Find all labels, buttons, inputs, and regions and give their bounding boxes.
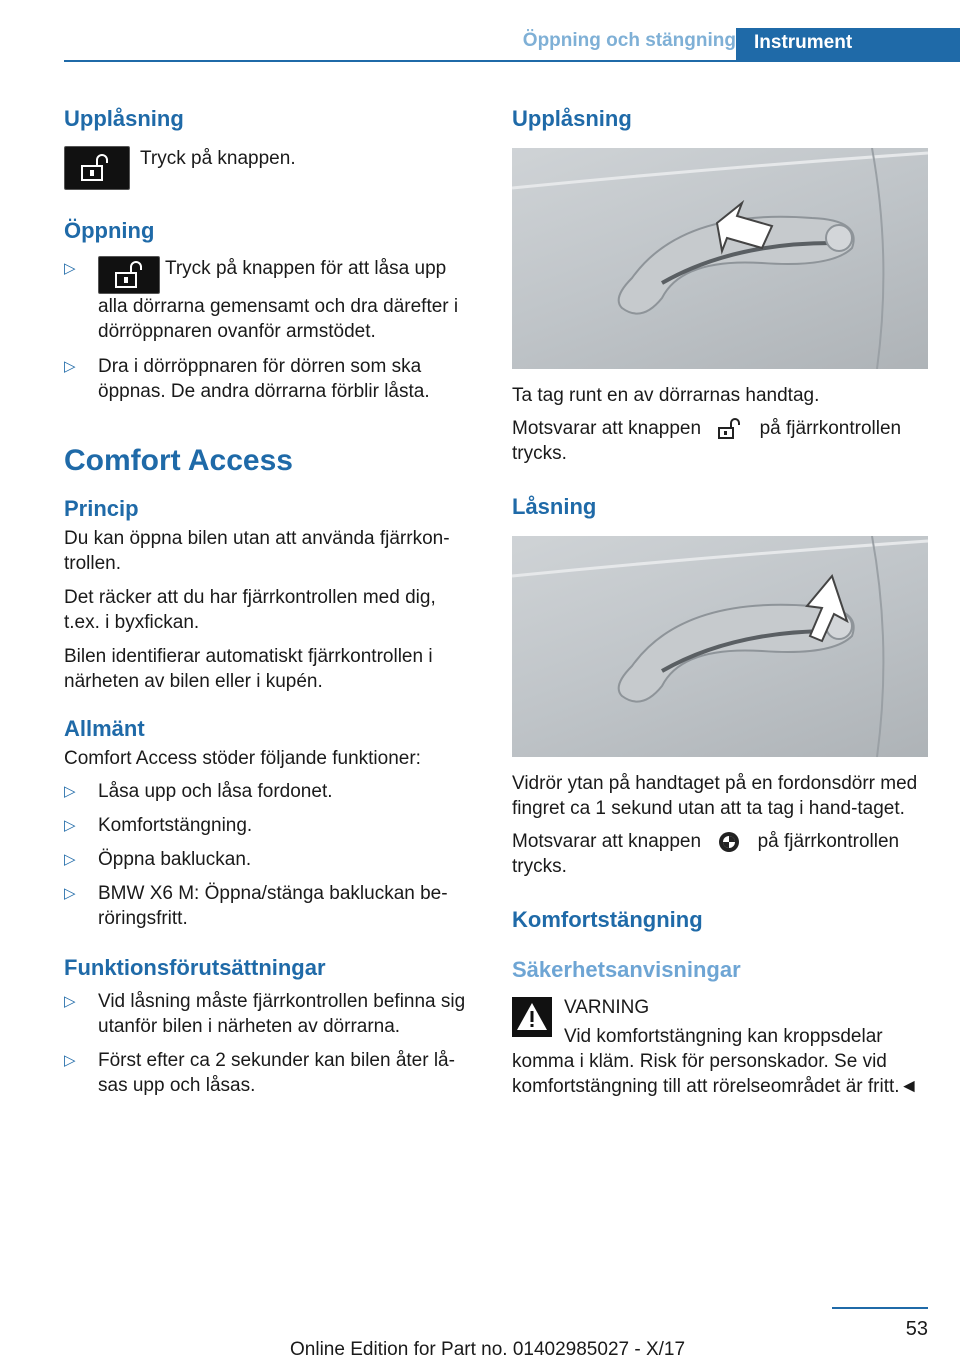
general-list	[64, 779, 476, 931]
page-header	[64, 28, 960, 62]
list-item	[64, 354, 476, 404]
warning-label: VARNING	[564, 997, 650, 1018]
open-item-2: Dra i dörröppnaren för dörren som ska öppnas. De andra dörrarna förblir låsta.	[98, 356, 430, 402]
warning-triangle-icon	[512, 997, 552, 1037]
unlock-equivalent	[512, 416, 928, 466]
general-item-4: BMW X6 M: Öppna/stänga bakluckan be-röringsfritt.	[98, 883, 448, 929]
footer-rule	[832, 1307, 928, 1309]
list-item	[64, 813, 476, 838]
lock-equiv-text-a: Motsvarar att knappen	[512, 831, 702, 852]
prereq-item-2: Först efter ca 2 sekunder kan bilen åter lå-sas upp och låsas.	[98, 1050, 455, 1096]
comfort-access-title: Comfort Access	[64, 444, 293, 477]
prereq-heading: Funktionsförutsättningar	[64, 955, 326, 980]
principle-heading: Princip	[64, 496, 139, 521]
principle-para-3: Bilen identifierar automatiskt fjärrkontrollen i närheten av bilen eller i kupén.	[64, 646, 433, 692]
list-item	[64, 989, 476, 1039]
door-handle-lock-photo	[512, 536, 928, 757]
right-column	[512, 100, 928, 1099]
warning-text-body: Vid komfortstängning kan kroppsdelar komma i kläm. Risk för personskador. Se vid komfortstängning till att rörelseområdet är fritt.◄	[512, 1026, 919, 1097]
section-tab[interactable]: Öppning och stängning	[522, 30, 736, 51]
triangle-bullet-icon: ▷	[64, 817, 76, 834]
general-item-3: Öppna bakluckan.	[98, 849, 252, 870]
triangle-bullet-icon: ▷	[64, 358, 76, 375]
triangle-bullet-icon: ▷	[64, 260, 76, 277]
unlock-caption: Ta tag runt en av dörrarnas handtag.	[512, 385, 820, 406]
triangle-bullet-icon: ▷	[64, 885, 76, 902]
warning-text	[512, 1024, 928, 1099]
unlock-icon	[79, 153, 115, 183]
general-item-1: Låsa upp och låsa fordonet.	[98, 781, 333, 802]
list-item	[64, 256, 476, 344]
unlock-button-image	[98, 256, 160, 294]
open-heading: Öppning	[64, 218, 155, 243]
triangle-bullet-icon: ▷	[64, 993, 76, 1010]
unlock-button-image	[64, 146, 130, 190]
safety-heading: Säkerhetsanvisningar	[512, 957, 741, 982]
door-handle-unlock-photo	[512, 148, 928, 369]
left-column	[64, 100, 476, 1098]
principle-para-2: Det räcker att du har fjärrkontrollen med dig, t.ex. i byxfickan.	[64, 587, 436, 633]
unlock-row	[64, 146, 476, 190]
warning-block	[512, 995, 928, 1099]
right-unlock-heading: Upplåsning	[512, 106, 632, 131]
triangle-bullet-icon: ▷	[64, 783, 76, 800]
unlock-equiv-text-a: Motsvarar att knappen	[512, 418, 702, 439]
unlock-heading: Upplåsning	[64, 106, 184, 131]
triangle-bullet-icon: ▷	[64, 851, 76, 868]
unlock-icon	[718, 418, 742, 440]
unlock-equiv-text-b: på fjärrkontrollen trycks.	[512, 418, 902, 464]
unlock-icon	[113, 260, 149, 290]
lock-caption: Vidrör ytan på handtaget på en fordonsdörr med fingret ca 1 sekund utan att ta tag i hand-taget.	[512, 773, 918, 819]
list-item	[64, 881, 476, 931]
general-item-2: Komfortstängning.	[98, 815, 253, 836]
list-item	[64, 779, 476, 804]
unlock-text: Tryck på knappen.	[140, 148, 296, 169]
lock-equivalent	[512, 829, 928, 879]
triangle-bullet-icon: ▷	[64, 1052, 76, 1069]
prereq-item-1: Vid låsning måste fjärrkontrollen befinna sig utanför bilen i närheten av dörrarna.	[98, 991, 466, 1037]
comfort-close-heading: Komfortstängning	[512, 907, 703, 932]
page-number: 53	[905, 1318, 928, 1340]
lock-equiv-text-b: på fjärrkontrollen trycks.	[512, 831, 900, 877]
bmw-logo-icon	[718, 831, 740, 853]
general-intro: Comfort Access stöder följande funktioner:	[64, 748, 421, 769]
list-item	[64, 1048, 476, 1098]
lock-heading: Låsning	[512, 494, 597, 519]
list-item	[64, 847, 476, 872]
principle-para-1: Du kan öppna bilen utan att använda fjärrkon-trollen.	[64, 528, 450, 574]
chapter-tab[interactable]: Instrument	[736, 28, 960, 62]
edition-footer: Online Edition for Part no. 01402985027 - X/17	[290, 1339, 686, 1360]
open-item-1: Tryck på knappen för att låsa upp alla dörrarna gemensamt och dra därefter i dörröppnaren ovanför armstödet.	[98, 258, 459, 342]
general-heading: Allmänt	[64, 716, 145, 741]
open-list	[64, 256, 476, 404]
header-rule	[64, 60, 960, 62]
prereq-list	[64, 989, 476, 1098]
